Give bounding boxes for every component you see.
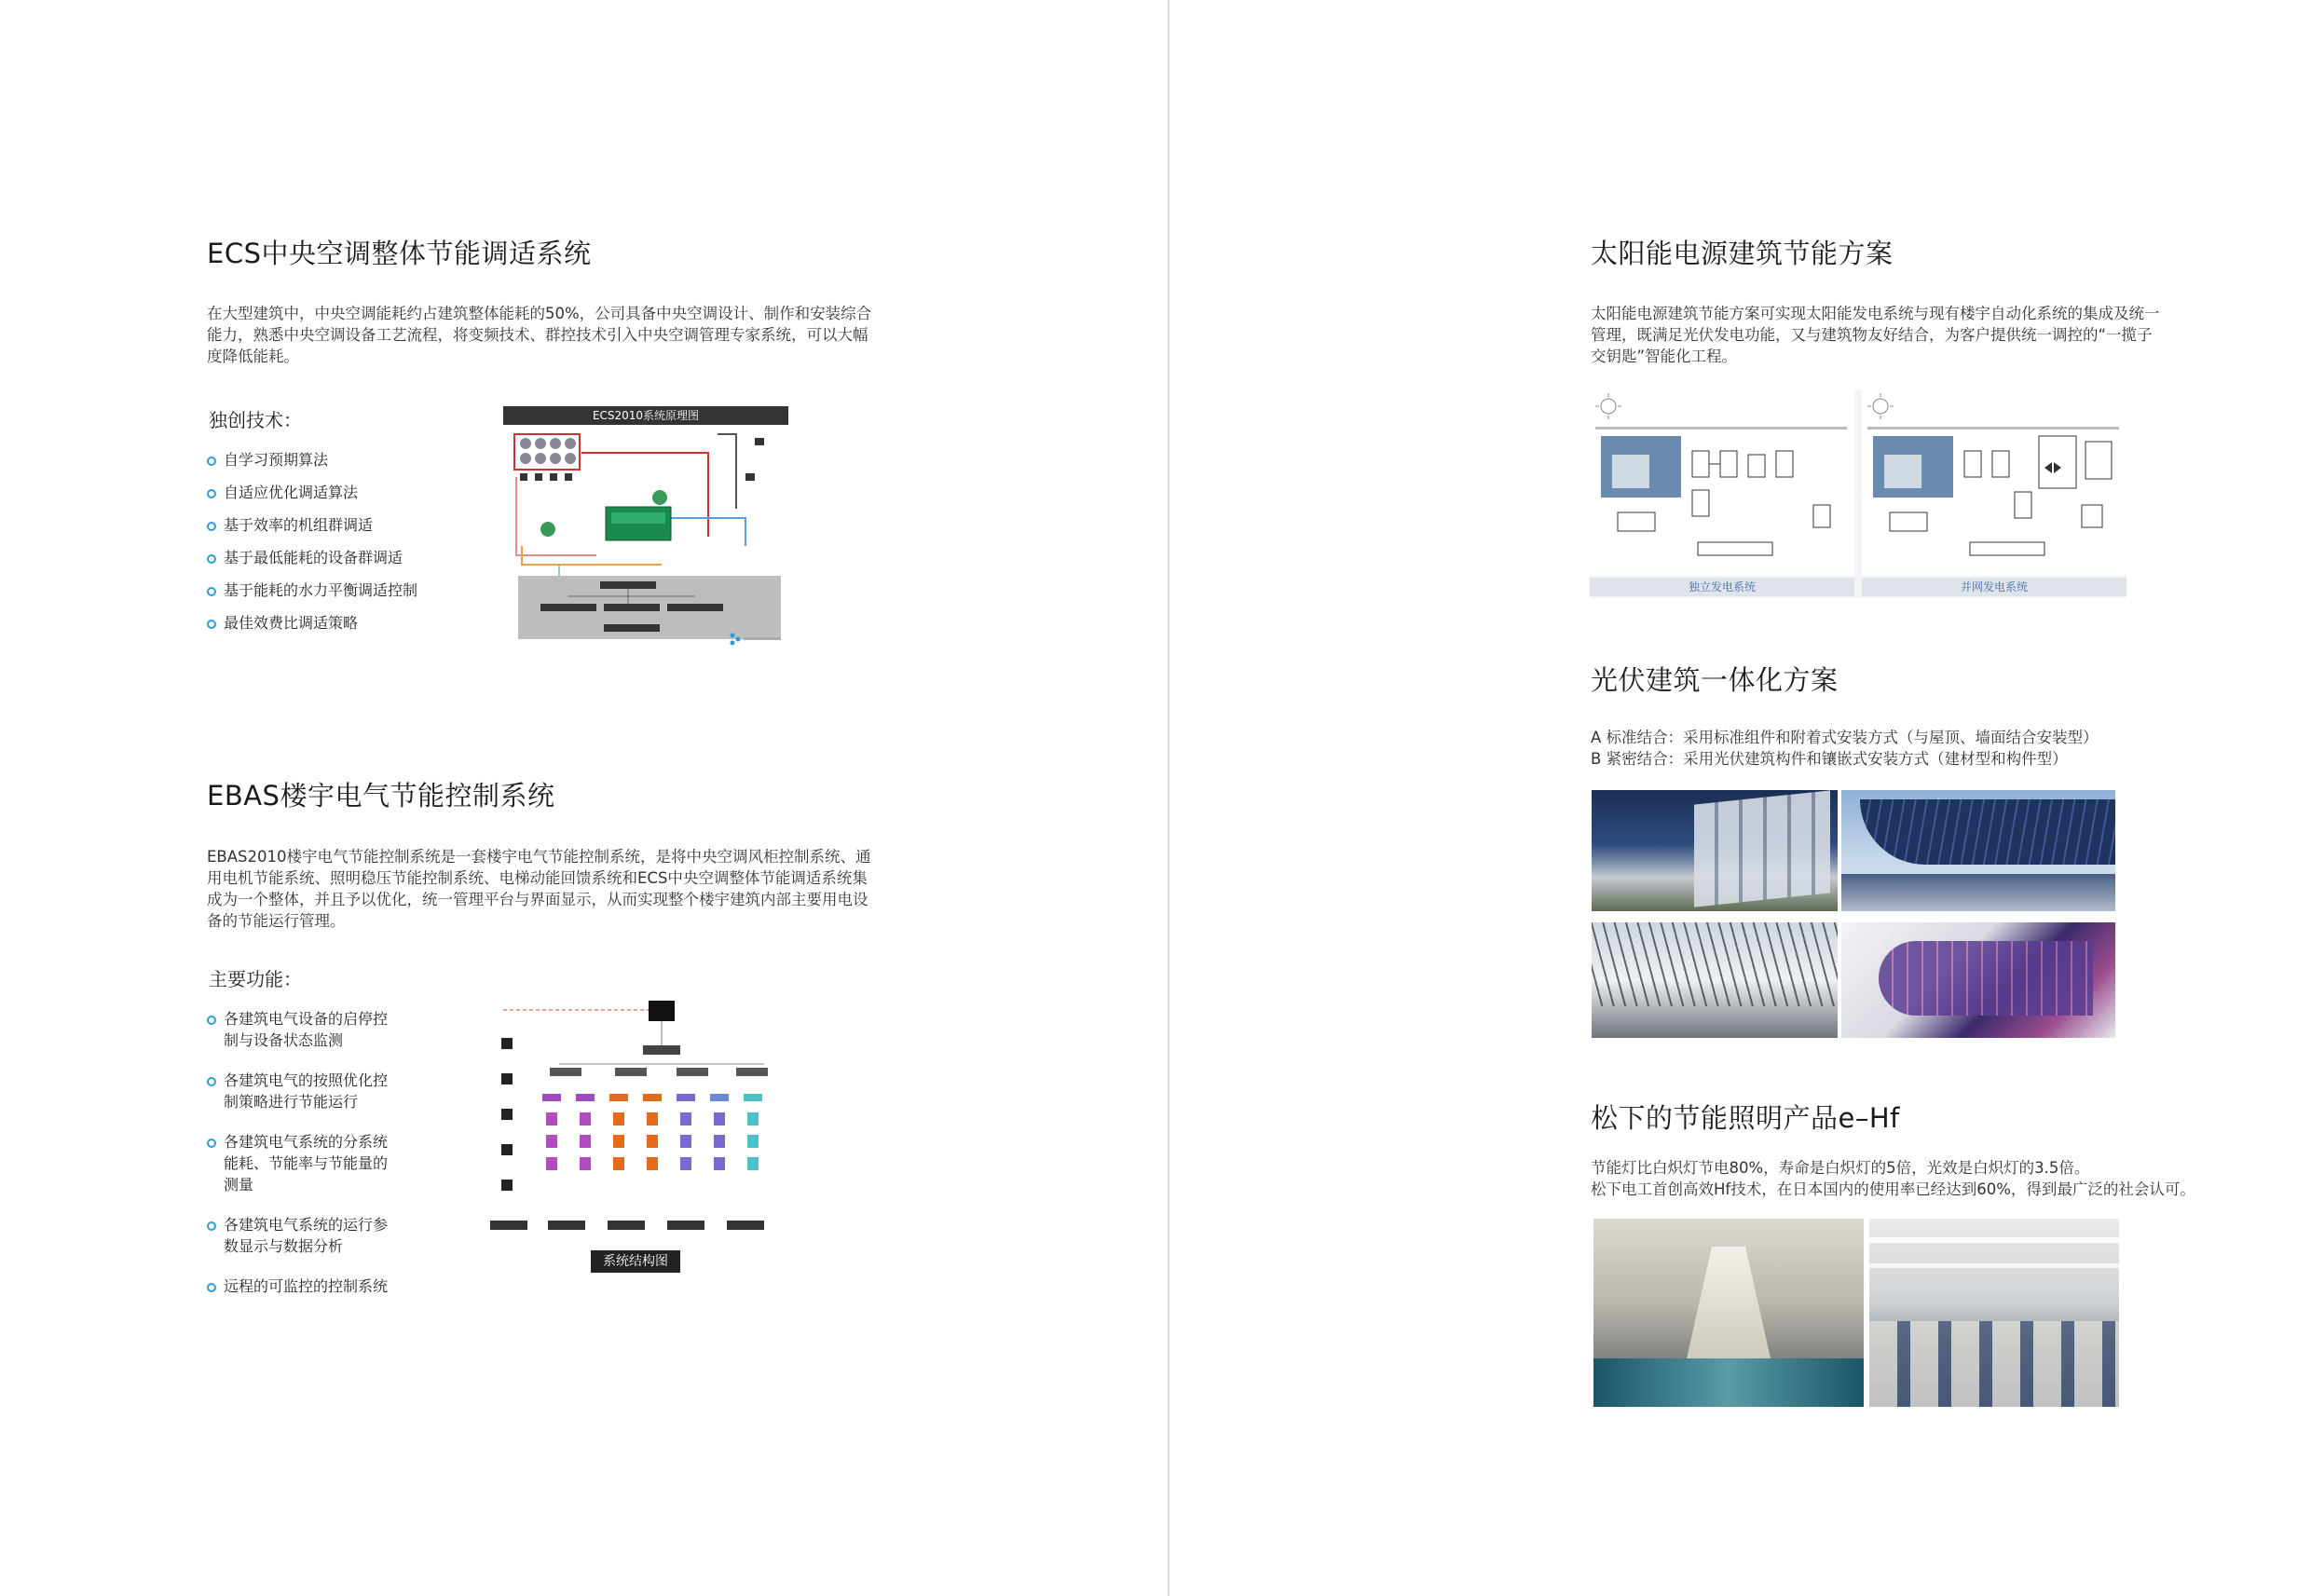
ebas-paragraph — [207, 846, 871, 932]
ecs-diagram-legend — [727, 630, 783, 647]
ecs-paragraph — [207, 303, 871, 367]
solar-para-line: 管理，既满足光伏发电功能，又与建筑物友好结合，为客户提供统一调控的“一揽子 — [1591, 326, 2153, 344]
function-item: 各建筑电气的按照优化控 制策略进行节能运行 — [207, 1070, 388, 1112]
function-item: 各建筑电气系统的分系统 能耗、节能率与节能量的 测量 — [207, 1131, 388, 1195]
ebas-para-line: EBAS2010楼宇电气节能控制系统是一套楼宇电气节能控制系统，是将中央空调风柜控制系统、通 — [207, 848, 871, 866]
feature-item: 最佳效费比调适策略 — [207, 612, 417, 634]
solar-para-line: 太阳能电源建筑节能方案可实现太阳能发电系统与现有楼宇自动化系统的集成及统一 — [1591, 305, 2160, 322]
ebas-system-diagram — [466, 989, 786, 1276]
ecs-title: ECS中央空调整体节能调适系统 — [207, 238, 592, 269]
ebas-para-line: 成为一个整体，并且予以优化，统一管理平台与界面显示，从而实现整个楼宇建筑内部主要用电设 — [207, 891, 868, 908]
grid-tie-diagram — [1862, 389, 2126, 576]
pv-lines — [1591, 727, 2099, 770]
feature-item: 自学习预期算法 — [207, 449, 417, 471]
ebas-subtitle: 主要功能： — [209, 968, 302, 990]
pv-line: A 标准结合：采用标准组件和附着式安装方式（与屋顶、墙面结合安装型） — [1591, 729, 2099, 746]
function-item: 各建筑电气设备的启停控 制与设备状态监测 — [207, 1008, 388, 1051]
standalone-system-panel — [1590, 389, 1854, 576]
pv-photo-roof — [1592, 922, 1838, 1038]
grid-system-panel — [1862, 389, 2126, 576]
feature-item: 基于最低能耗的设备群调适 — [207, 547, 417, 568]
ecs-system-diagram — [503, 406, 788, 648]
feature-item: 基于效率的机组群调适 — [207, 514, 417, 536]
standalone-diagram — [1590, 389, 1854, 576]
solar-system-figure — [1590, 389, 2126, 598]
ebas-diagram-caption: 系统结构图 — [591, 1250, 680, 1273]
function-item: 各建筑电气系统的运行参 数显示与数据分析 — [207, 1214, 388, 1257]
ecs-feature-list — [207, 449, 417, 634]
ebas-function-list — [207, 1008, 388, 1297]
page-divider — [1168, 0, 1169, 1596]
ebas-para-line: 用电机节能系统、照明稳压节能控制系统、电梯动能回馈系统和ECS中央空调整体节能调适系统集 — [207, 869, 868, 887]
ecs-para-line: 在大型建筑中，中央空调能耗约占建筑整体能耗的50%，公司具备中央空调设计、制作和安装综合 — [207, 305, 872, 322]
feature-item: 基于能耗的水力平衡调适控制 — [207, 580, 417, 601]
feature-item: 自适应优化调适算法 — [207, 482, 417, 503]
pv-line: B 紧密结合：采用光伏建筑构件和镶嵌式安装方式（建材型和构件型） — [1591, 750, 2068, 768]
pv-photo-facade — [1592, 790, 1838, 911]
grid-system-label: 并网发电系统 — [1862, 578, 2126, 596]
pv-photo-curtain-wall — [1841, 922, 2115, 1038]
lighting-line: 节能灯比白炽灯节电80%，寿命是白炽灯的5倍，光效是白炽灯的3.5倍。 — [1591, 1159, 2090, 1177]
ecs-para-line: 能力，熟悉中央空调设备工艺流程，将变频技术、群控技术引入中央空调管理专家系统，可以大幅 — [207, 326, 868, 344]
pv-title: 光伏建筑一体化方案 — [1591, 664, 1839, 696]
ecs-subtitle: 独创技术： — [209, 409, 302, 431]
lighting-photo-office — [1869, 1219, 2119, 1407]
lighting-lines — [1591, 1157, 2195, 1200]
ecs-para-line: 度降低能耗。 — [207, 348, 299, 365]
function-item: 远程的可监控的控制系统 — [207, 1275, 388, 1297]
lighting-photo-corridor — [1593, 1219, 1864, 1407]
solar-paragraph — [1591, 303, 2160, 367]
solar-para-line: 交钥匙”智能化工程。 — [1591, 348, 1738, 365]
ebas-para-line: 备的节能运行管理。 — [207, 912, 346, 930]
ebas-title: EBAS楼宇电气节能控制系统 — [207, 780, 555, 812]
lighting-title: 松下的节能照明产品e–Hf — [1591, 1102, 1900, 1134]
standalone-system-label: 独立发电系统 — [1590, 578, 1854, 596]
pv-photo-canopy — [1841, 790, 2115, 911]
ebas-diagram-graphic — [466, 989, 786, 1260]
lighting-line: 松下电工首创高效Hf技术，在日本国内的使用率已经达到60%，得到最广泛的社会认可。 — [1591, 1180, 2195, 1198]
ecs-diagram-title: ECS2010系统原理图 — [503, 406, 788, 425]
ecs-diagram-graphic — [503, 425, 788, 648]
solar-title: 太阳能电源建筑节能方案 — [1591, 238, 1894, 269]
